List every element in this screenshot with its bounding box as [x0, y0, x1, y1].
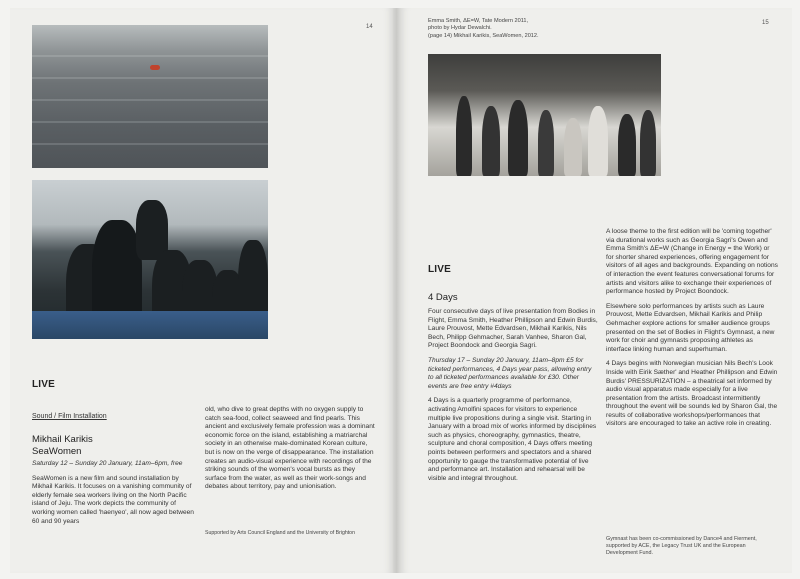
right-column-text [205, 406, 375, 498]
section-label: Sound / Film Installation [32, 413, 107, 420]
body-paragraph-2: A loose theme to the first edition will be 'coming together' via durational works such as Georgia Sagri's Owen and Emma Smith's ΔE=W (Change in Energy = the Work) or for shorter shared experiences, offering engagement for visitors of all ages and backgrounds. Expanding on notions of interaction the event features conversational forums for artists and visitors alike to exchange their experiences of performance hosted by Project Boondock. [606, 228, 778, 296]
live-heading-left: LIVE [32, 379, 56, 390]
description-part-1: SeaWomen is a new film and sound installation by Mikhail Karikis. It focuses on a vanishing community of elderly female sea workers living on the North Pacific island of Jeju. The work depicts the community of working women called 'haenyeo', all now aged between 60 and 90 years [32, 474, 194, 525]
left-column-text [32, 460, 196, 532]
description-part-2: old, who dive to great depths with no oxygen supply to catch sea-food, collect seaweed and find pearls. This ancient and exclusively female profession was a dominant economic force on the island, establishing a matriarchal society in an otherwise male-dominated Korean culture, but is now on the verge of disappearance. The installation creates an audio-visual experience with recordings of the striking sounds of the women's vocal bursts as they surface from the water, as well as their work-songs and debates about territory, pay and unionisation. [205, 406, 375, 491]
body-paragraph-1: 4 Days is a quarterly programme of performance, activating Arnolfini spaces for visitors to experience multiple live propositions during a single visit. Starting in January with a broad mix of works informed by disciplines such as physics, choreography, gymnastics, theatre, sculpture and choral composition, 4 Days offers meeting points between performers and spectators and a shared opportunity to gauge the transformative potential of live and performance art. Installation and rehearsal will be visible and integral throughout. [428, 397, 597, 482]
event-intro: Four consecutive days of live presentation from Bodies in Flight, Emma Smith, Heather Phillipson and Edwin Burdis, Laure Prouvost, Mette Edvardsen, Mikhail Karikis, Nils Bech, Philipp Gehmacher, Sarah Vanhee, Sharon Gal, Project Boondock and Georgia Sagri. [428, 308, 598, 350]
commission-footnote: Gymnast has been co-commissioned by Dance4 and Fierment, supported by ACE, the Legacy Trust UK and the European Development Fund. [606, 536, 757, 556]
sea-photo [32, 25, 268, 168]
artist-name: Mikhail Karikis [32, 434, 93, 445]
event-dates: Saturday 12 – Sunday 20 January, 11am–6pm, free [32, 460, 183, 467]
buoy-icon [150, 65, 160, 70]
work-title: SeaWomen [32, 446, 82, 457]
body-paragraph-4: 4 Days begins with Norwegian musician Nils Bech's Look Inside with Eirik Sæther' and Heather Phillipson and Edwin Burdis' PRESSURIZATION – a theatrical set informed by audio visual apparatus made especially for a live presentation from the artists. Broadcast intermittently throughout the event will be sounds led by Sharon Gal, the results of collaborative workshops/performances that visitors are encouraged to take an active role in creating. [606, 360, 778, 428]
page-number-left: 14 [366, 24, 373, 30]
support-credit: Supported by Arts Council England and the University of Brighton [205, 530, 355, 536]
gallery-performance-photo [428, 54, 661, 176]
boat-icon [32, 311, 268, 339]
page-gutter [393, 8, 400, 573]
right-page-right-column [606, 228, 778, 435]
page-number-right: 15 [762, 20, 769, 26]
event-title: 4 Days [428, 292, 458, 303]
divers-photo [32, 180, 268, 339]
live-heading-right: LIVE [428, 264, 452, 275]
right-page-left-column [428, 308, 598, 489]
event-dates-right: Thursday 17 – Sunday 20 January, 11am–8pm £5 for ticketed performances, 4 Days year pass, allowing entry to all ticketed performances available for £30. Other events are free entry #4days [428, 356, 592, 390]
photo-caption: Emma Smith, ΔE=W, Tate Modern 2011, photo by Hydar Dewalchi. (page 14) Mikhail Karikis, SeaWomen, 2012. [428, 18, 539, 39]
body-paragraph-3: Elsewhere solo performances by artists such as Laure Prouvost, Mette Edvardsen, Mikhail Karikis and Philip Gehmacher explore actions for smaller audience groups presented on the set of Bodies in Flight's Gymnast, a new work for choir and gymnasts proposing athletes as interface linking human and superhuman. [606, 302, 775, 353]
